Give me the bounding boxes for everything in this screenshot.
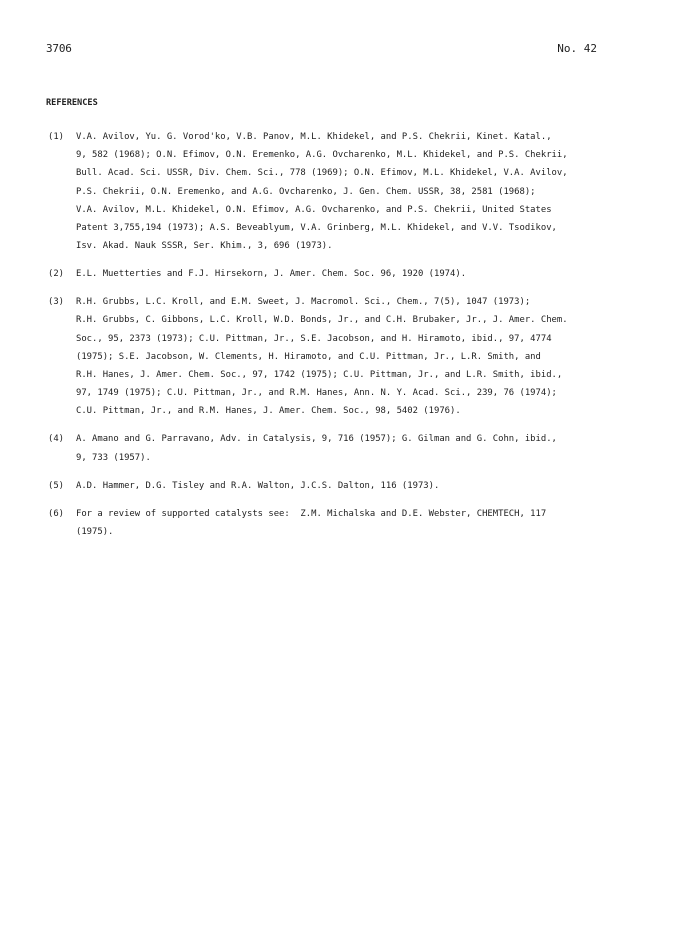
reference-text <box>76 293 648 420</box>
reference-item <box>48 477 648 495</box>
reference-number: (3) <box>48 297 65 308</box>
reference-line: (1975). <box>76 526 114 537</box>
reference-item <box>48 430 648 466</box>
reference-line: V.A. Avilov, M.L. Khidekel, O.N. Efimov, A.G. Ovcharenko, and P.S. Chekrii, United States <box>76 204 552 215</box>
reference-line: R.H. Grubbs, C. Gibbons, L.C. Kroll, W.D. Bonds, Jr., and C.H. Brubaker, Jr., J. Amer. Chem. <box>76 315 568 326</box>
reference-item <box>48 505 648 541</box>
reference-line: R.H. Hanes, J. Amer. Chem. Soc., 97, 1742 (1975); C.U. Pittman, Jr., and L.R. Smith, ibid., <box>76 370 563 381</box>
reference-number: (4) <box>48 434 65 445</box>
section-title: REFERENCES <box>46 98 98 108</box>
reference-text <box>76 128 648 255</box>
reference-number: (1) <box>48 132 65 142</box>
reference-line: A.D. Hammer, D.G. Tisley and R.A. Walton, J.C.S. Dalton, 116 (1973). <box>76 480 440 491</box>
reference-text <box>76 430 648 466</box>
reference-number: (2) <box>48 269 65 280</box>
reference-line: Patent 3,755,194 (1973); A.S. Beveablyum, V.A. Grinberg, M.L. Khidekel, and V.V. Tsodikov, <box>76 223 557 234</box>
reference-list <box>48 128 648 551</box>
reference-line: R.H. Grubbs, L.C. Kroll, and E.M. Sweet, J. Macromol. Sci., Chem., 7(5), 1047 (1973); <box>76 297 531 308</box>
reference-number: (6) <box>48 508 65 519</box>
reference-line: C.U. Pittman, Jr., and R.M. Hanes, J. Amer. Chem. Soc., 98, 5402 (1976). <box>76 406 461 417</box>
reference-line: E.L. Muetterties and F.J. Hirsekorn, J. Amer. Chem. Soc. 96, 1920 (1974). <box>76 269 467 280</box>
reference-number: (5) <box>48 480 65 491</box>
reference-line: 9, 733 (1957). <box>76 452 151 463</box>
reference-line: Soc., 95, 2373 (1973); C.U. Pittman, Jr., S.E. Jacobson, and H. Hiramoto, ibid., 97, 4774 <box>76 333 552 344</box>
reference-text <box>76 505 648 541</box>
reference-item <box>48 128 648 255</box>
reference-line: 97, 1749 (1975); C.U. Pittman, Jr., and R.M. Hanes, Ann. N. Y. Acad. Sci., 239, 76 (1974); <box>76 388 557 399</box>
reference-line: 9, 582 (1968); O.N. Efimov, O.N. Eremenko, A.G. Ovcharenko, M.L. Khidekel, and P.S. Chekrii, <box>76 150 568 161</box>
reference-line: Isv. Akad. Nauk SSSR, Ser. Khim., 3, 696 (1973). <box>76 241 333 252</box>
reference-line: For a review of supported catalysts see: Z.M. Michalska and D.E. Webster, CHEMTECH, 117 <box>76 508 547 519</box>
reference-line: A. Amano and G. Parravano, Adv. in Catalysis, 9, 716 (1957); G. Gilman and G. Cohn, ibid., <box>76 434 557 445</box>
reference-item <box>48 265 648 283</box>
reference-line: Bull. Acad. Sci. USSR, Div. Chem. Sci., 778 (1969); O.N. Efimov, M.L. Khidekel, V.A. Avilov, <box>76 168 568 179</box>
issue-number: No. 42 <box>557 42 597 55</box>
reference-item <box>48 293 648 420</box>
page-number: 3706 <box>46 42 72 55</box>
reference-line: V.A. Avilov, Yu. G. Vorod'ko, V.B. Panov, M.L. Khidekel, and P.S. Chekrii, Kinet. Katal., <box>76 132 552 142</box>
reference-line: (1975); S.E. Jacobson, W. Clements, H. Hiramoto, and C.U. Pittman, Jr., L.R. Smith, and <box>76 351 541 362</box>
reference-text <box>76 265 648 283</box>
reference-text <box>76 477 648 495</box>
reference-line: P.S. Chekrii, O.N. Eremenko, and A.G. Ovcharenko, J. Gen. Chem. USSR, 38, 2581 (1968); <box>76 186 536 197</box>
